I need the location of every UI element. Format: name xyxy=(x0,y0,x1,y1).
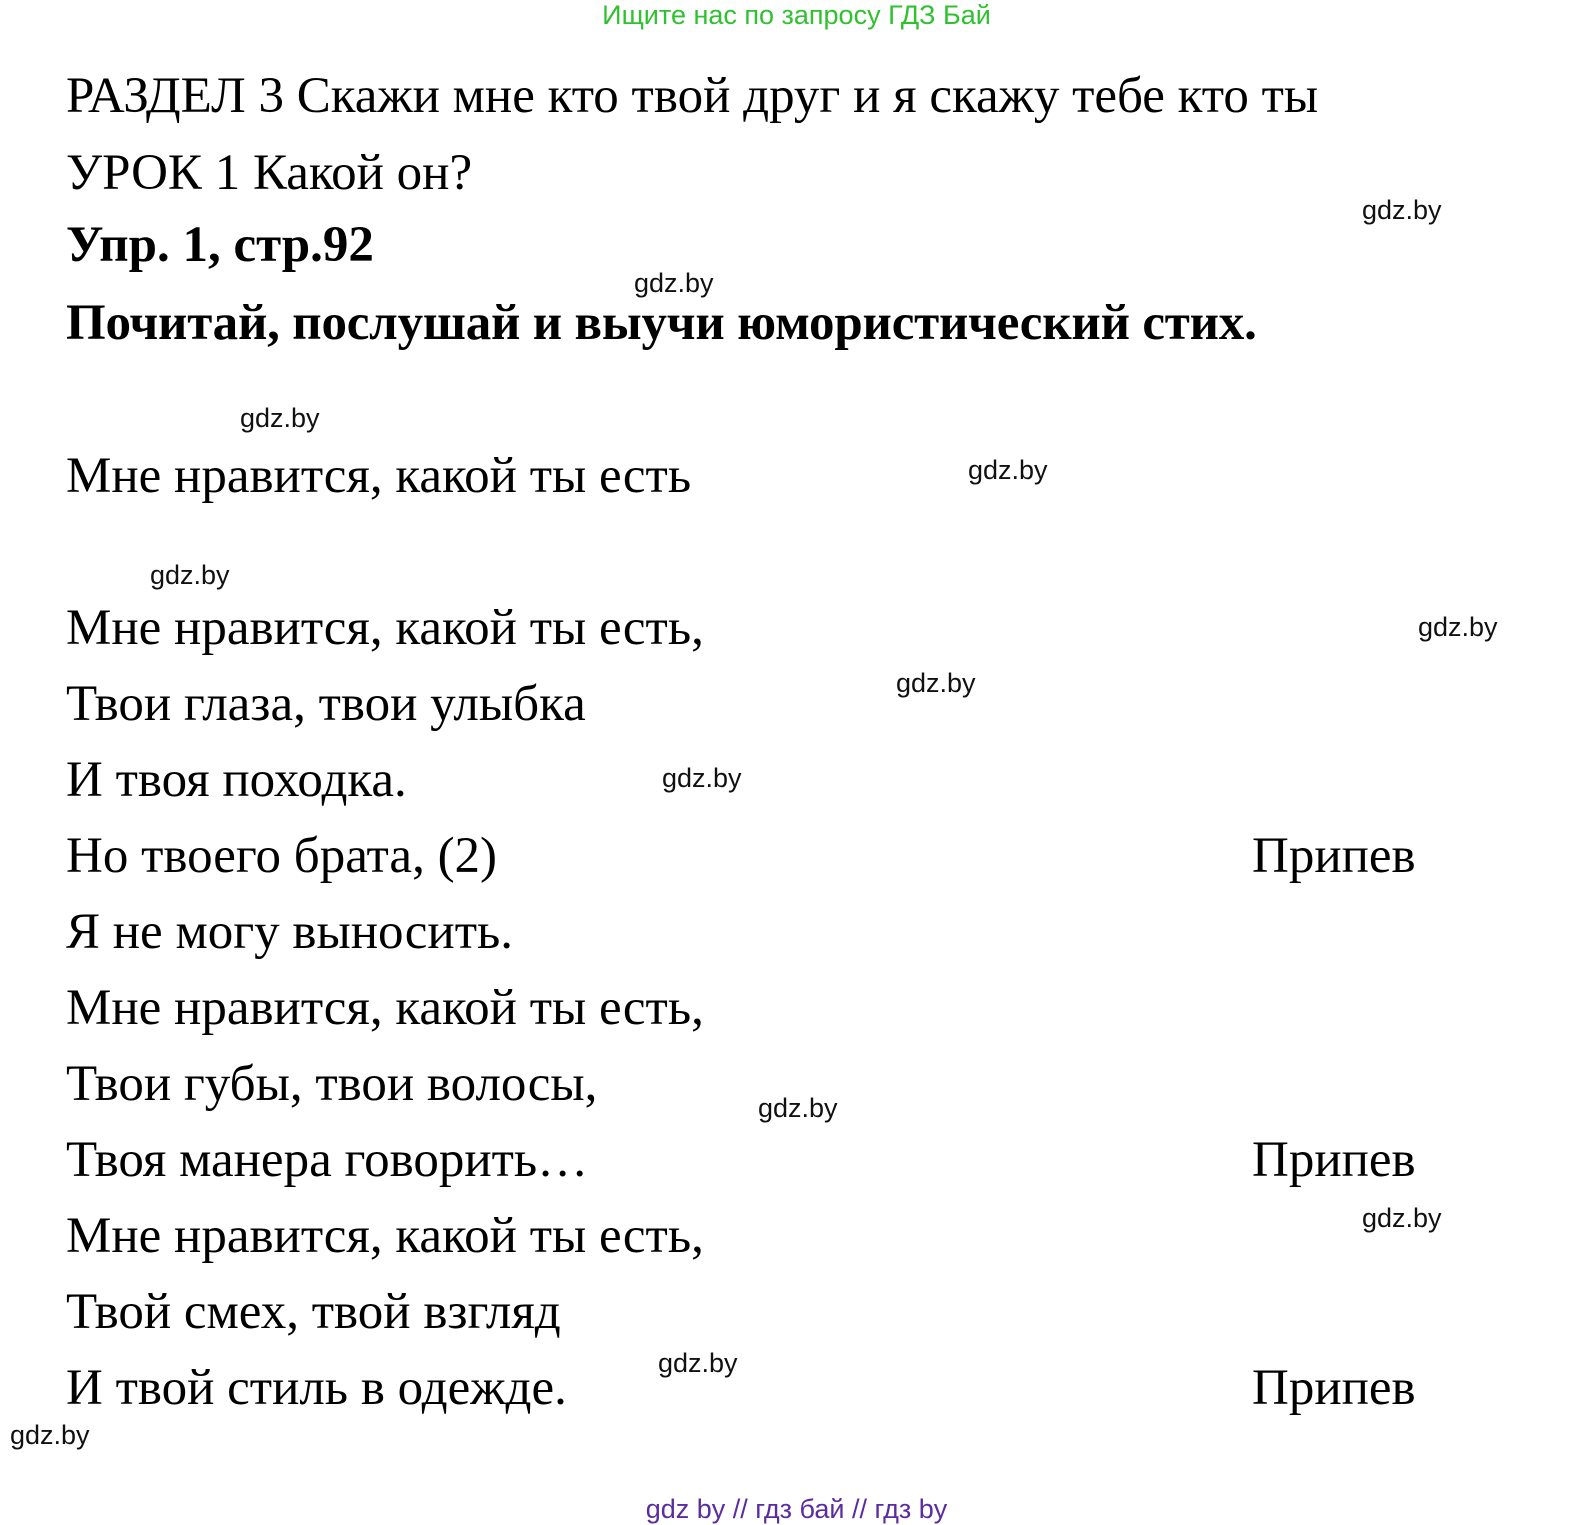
watermark: gdz.by xyxy=(758,1093,838,1123)
watermark: gdz.by xyxy=(658,1348,738,1378)
refrain-label: Припев xyxy=(1252,828,1416,884)
footer-watermark: gdz by // гдз бай // гдз by xyxy=(645,1494,948,1524)
poem-line: Мне нравится, какой ты есть, xyxy=(66,1208,704,1264)
refrain-label: Припев xyxy=(1252,1132,1416,1188)
refrain-label: Припев xyxy=(1252,1360,1416,1416)
watermark: gdz.by xyxy=(1418,612,1498,642)
watermark: gdz.by xyxy=(10,1420,90,1450)
watermark: gdz.by xyxy=(1362,195,1442,225)
poem-line: Мне нравится, какой ты есть, xyxy=(66,980,704,1036)
poem-line: И твоя походка. xyxy=(66,752,407,808)
poem-title: Мне нравится, какой ты есть xyxy=(66,448,692,504)
watermark: gdz.by xyxy=(1362,1203,1442,1233)
poem-line: Мне нравится, какой ты есть, xyxy=(66,600,704,656)
watermark: gdz.by xyxy=(662,763,742,793)
top-banner: Ищите нас по запросу ГДЗ Бай xyxy=(602,0,991,30)
watermark: gdz.by xyxy=(634,268,714,298)
watermark: gdz.by xyxy=(150,560,230,590)
watermark: gdz.by xyxy=(896,668,976,698)
poem-line: Твой смех, твой взгляд xyxy=(66,1284,561,1340)
exercise-heading: Упр. 1, стр.92 xyxy=(66,217,374,273)
lesson-title: УРОК 1 Какой он? xyxy=(66,145,473,201)
task-instruction: Почитай, послушай и выучи юмористический стих. xyxy=(66,295,1257,351)
poem-line: И твой стиль в одежде. xyxy=(66,1360,567,1416)
watermark: gdz.by xyxy=(240,403,320,433)
section-title: РАЗДЕЛ 3 Скажи мне кто твой друг и я скажу тебе кто ты xyxy=(66,68,1319,124)
poem-line: Твоя манера говорить… xyxy=(66,1132,589,1188)
watermark: gdz.by xyxy=(968,455,1048,485)
poem-line: Я не могу выносить. xyxy=(66,904,514,960)
poem-line: Твои глаза, твои улыбка xyxy=(66,676,586,732)
poem-line: Но твоего брата, (2) xyxy=(66,828,498,884)
poem-line: Твои губы, твои волосы, xyxy=(66,1056,598,1112)
